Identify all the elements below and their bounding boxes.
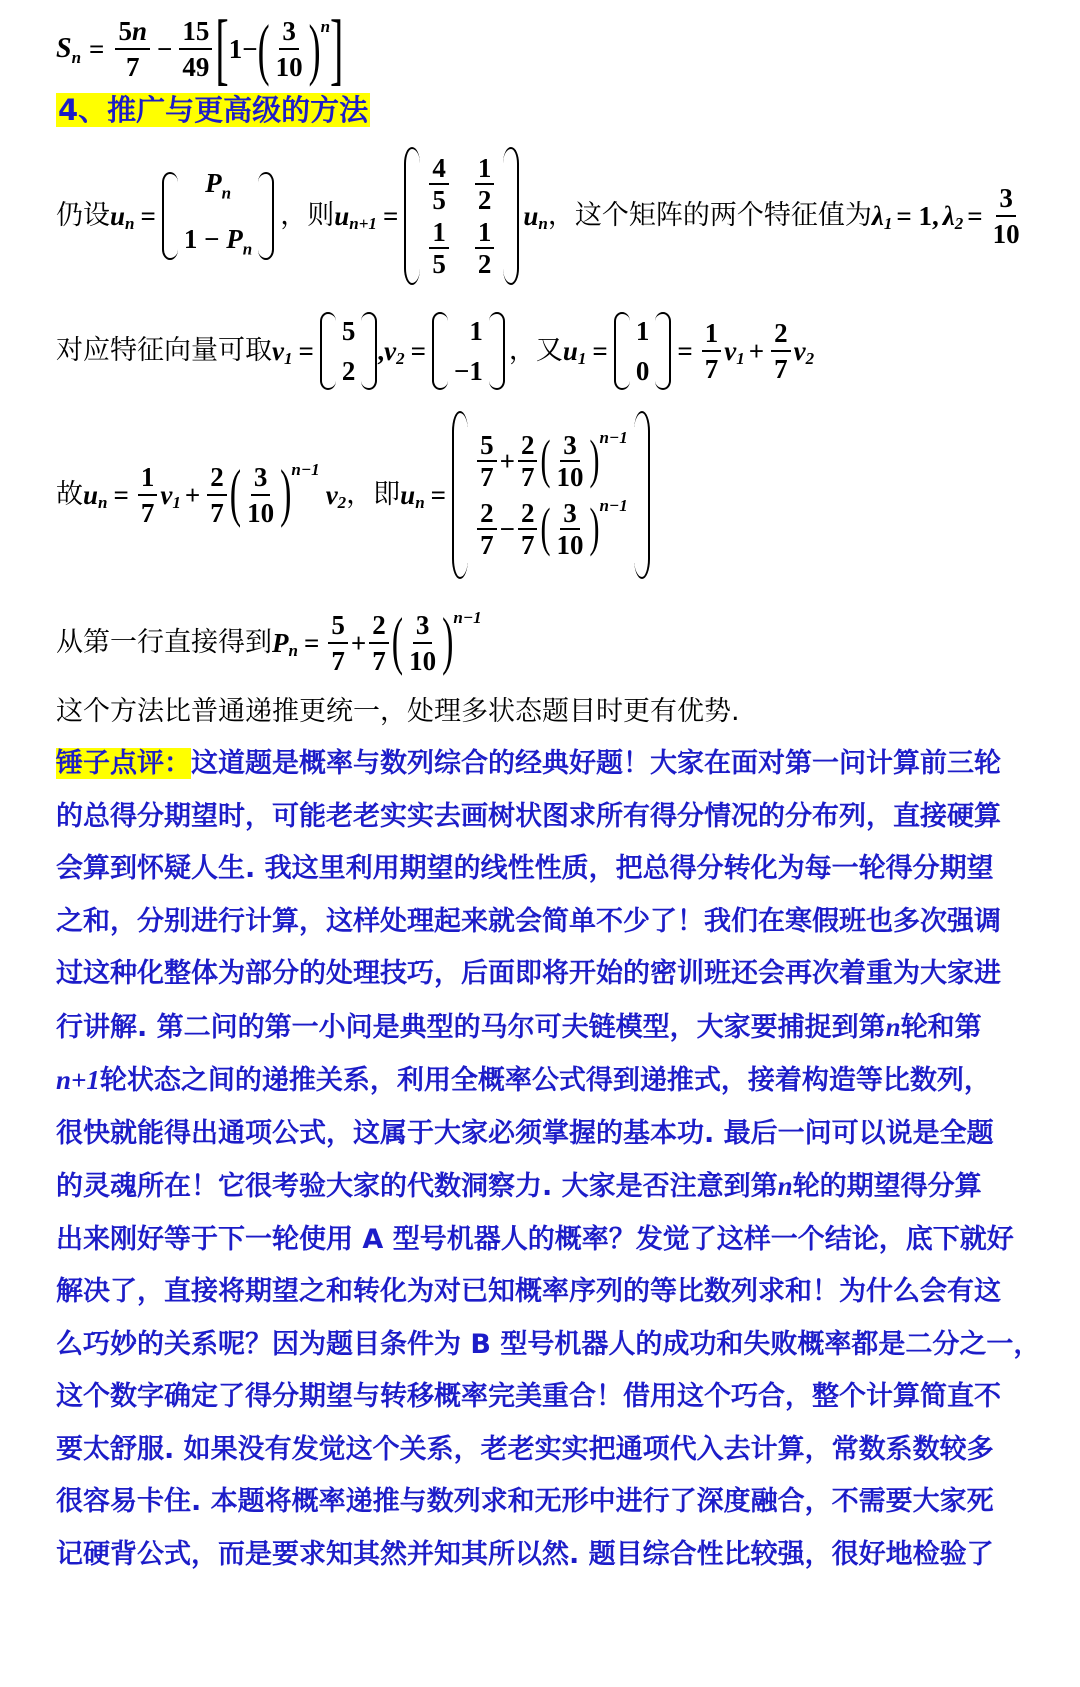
formula-line-pn: 从第一行直接得到 P $_n$ = $\frac{5}{7}$ + $\frac{2}{7}$ ( $\frac{3}{10}$ ) $^{n-1}$ [56,606,482,678]
comment-line: 很快就能得出通项公式，这属于大家必须掌握的基本功. 最后一问可以说是全题 [56,1117,994,1149]
text-reng-she: 仍设 [56,200,110,231]
comment-line: 解决了，直接将期望之和转化为对已知概率序列的等比数列求和！为什么会有这 [56,1276,1001,1307]
comment-line: 的总得分期望时，可能老老实实去画树状图求所有得分情况的分布列，直接硬算 [56,800,1001,832]
vector-un: $P_n$ $1 - P_n$ [162,163,274,270]
comment-line: 这个数字确定了得分期望与转移概率完美重合！借用这个巧合，整个计算简直不 [56,1381,1001,1412]
text-cong: 从第一行直接得到 [56,627,272,658]
text-eig: ，这个矩阵的两个特征值为 [547,200,872,231]
text-you: ，又 [508,335,563,366]
comment-line: n+1轮状态之间的递推关系，利用全概率公式得到递推式，接着构造等比数列， [56,1065,991,1096]
formula-line-un: 仍设 u $_n$ = $P_n$ $1 - P_n$ ，则 u $_{n+1}$ = $\frac{4}{5}$ $\frac{1}{2}$ $\frac{1}{5}$ $\frac{1}{2}$ u $_n$ ，这个矩阵的两个特征值为 λ $_1$ = 1, λ $_2$ = $\frac{3}{10}$ [56,146,1026,286]
text-ji: ，即 [346,479,401,510]
text-ze: ，则 [280,200,335,231]
text-gu: 故 [56,479,83,510]
formula-line-vectors: 对应特征向量可取 v $_1$ = 5 2 , v $_2$ = 1 −1 ，又 u $_1$ = 1 0 = $\frac{1}{7}$ v $_1$ + $\frac{2}{7}$ v $_2$ [56,310,814,392]
commentary [56,738,1046,1581]
comment-line: 出来刚好等于下一轮使用 A 型号机器人的概率？发觉了这样一个结论，底下就好 [56,1223,1014,1255]
comment-line: 记硬背公式，而是要求知其然并知其所以然. 题目综合性比较强，很好地检验了 [56,1538,994,1570]
comment-line: 的灵魂所在！它很考验大家的代数洞察力. 大家是否注意到第n轮的期望得分算 [56,1171,982,1202]
comment-line: 之和，分别进行计算，这样处理起来就会简单不少了！我们在寒假班也多次强调 [56,905,1001,937]
summary-text: 这个方法比普通递推更统一，处理多状态题目时更有优势. [56,696,740,727]
formula-line-general: 故 u $_n$ = $\frac{1}{7}$ v $_1$ + $\frac{2}{7}$ ( $\frac{3}{10}$ ) $^{n-1}$ v $_2$ ，即 u $_n$ = $\frac{5}{7}$ + $\frac{2}{7}$ ( $\frac{3}{10}$ ) $^{n-1}$ $\frac{2}{7}$ − $\frac{2}{7}$ ( $\frac{3}{10}$ ) $^{n-1}$ [56,410,650,580]
transition-matrix: $\frac{4}{5}$ $\frac{1}{2}$ $\frac{1}{5}$ $\frac{1}{2}$ [404,147,519,285]
comment-line: 行讲解. 第二问的第一小问是典型的马尔可夫链模型，大家要捕捉到第n轮和第 [56,1011,982,1043]
comment-label: 锤子点评： [56,748,191,779]
comment-line: 要太舒服. 如果没有发觉这个关系，老老实实把通项代入去计算，常数系数较多 [56,1433,994,1465]
comment-line: 过这种化整体为部分的处理技巧，后面即将开始的密训班还会再次着重为大家进 [56,958,1001,989]
vector-un-result: $\frac{5}{7}$ + $\frac{2}{7}$ ( $\frac{3}{10}$ ) $^{n-1}$ $\frac{2}{7}$ − $\frac{2}{7}$ ( $\frac{3}{10}$ ) $^{n-1}$ [452,411,650,579]
comment-line: 很容易卡住. 本题将概率递推与数列求和无形中进行了深度融合，不需要大家死 [56,1486,994,1517]
sn-formula: S $_n$ = $\frac{5n}{7}$ − $\frac{15}{49}$ [ 1− ( $\frac{3}{10}$ ) $^n$ ] [56,3,344,93]
section-heading: 4、推广与更高级的方法 [58,93,369,127]
section-heading-wrap [56,88,370,132]
comment-line: 么巧妙的关系呢？因为题目条件为 B 型号机器人的成功和失败概率都是二分之一， [56,1328,1041,1360]
comment-line: 会算到怀疑人生. 我这里利用期望的线性性质，把总得分转化为每一轮得分期望 [56,853,994,884]
comment-line: 这道题是概率与数列综合的经典好题！大家在面对第一问计算前三轮 [191,748,1001,779]
text-dui-ying: 对应特征向量可取 [56,335,272,366]
